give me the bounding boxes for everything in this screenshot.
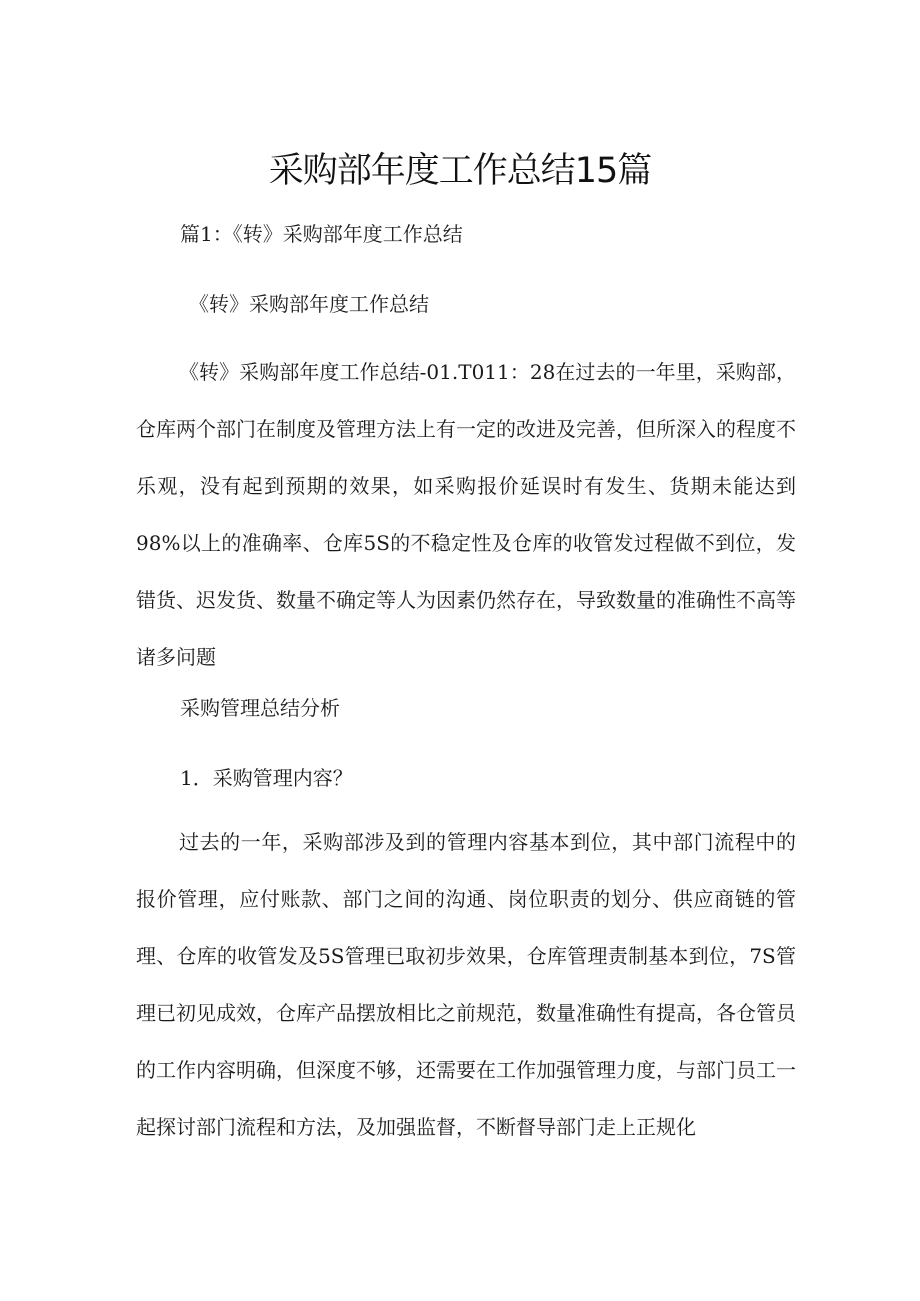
- item-paragraph: 过去的一年，采购部涉及到的管理内容基本到位，其中部门流程中的报价管理，应付账款、部门之间的沟通、岗位职责的划分、供应商链的管理、仓库的收管发及5S管理已取初步效果，仓库管理责制基本到位，7S管理已初见成效，仓库产品摆放相比之前规范，数量准确性有提高，各仓管员的工作内容明确，但深度不够，还需要在工作加强管理力度，与部门员工一起探讨部门流程和方法，及加强监督，不断督导部门走上正规化: [136, 830, 796, 1139]
- document-title: 采购部年度工作总结15篇: [268, 151, 652, 191]
- analysis-heading: 采购管理总结分析: [180, 696, 340, 720]
- section-heading: 篇1：《转》采购部年度工作总结: [180, 222, 463, 246]
- intro-paragraph: 《转》采购部年度工作总结-01.T011：28在过去的一年里，采购部，仓库两个部门在制度及管理方法上有一定的改进及完善，但所深入的程度不乐观，没有起到预期的效果，如采购报价延误时有发生、货期未能达到98%以上的准确率、仓库5S的不稳定性及仓库的收管发过程做不到位，发错货、迟发货、数量不确定等人为因素仍然存在，导致数量的准确性不高等诸多问题: [136, 360, 796, 669]
- item-heading: 1．采购管理内容？: [180, 766, 353, 790]
- sub-heading: 《转》采购部年度工作总结: [189, 292, 429, 316]
